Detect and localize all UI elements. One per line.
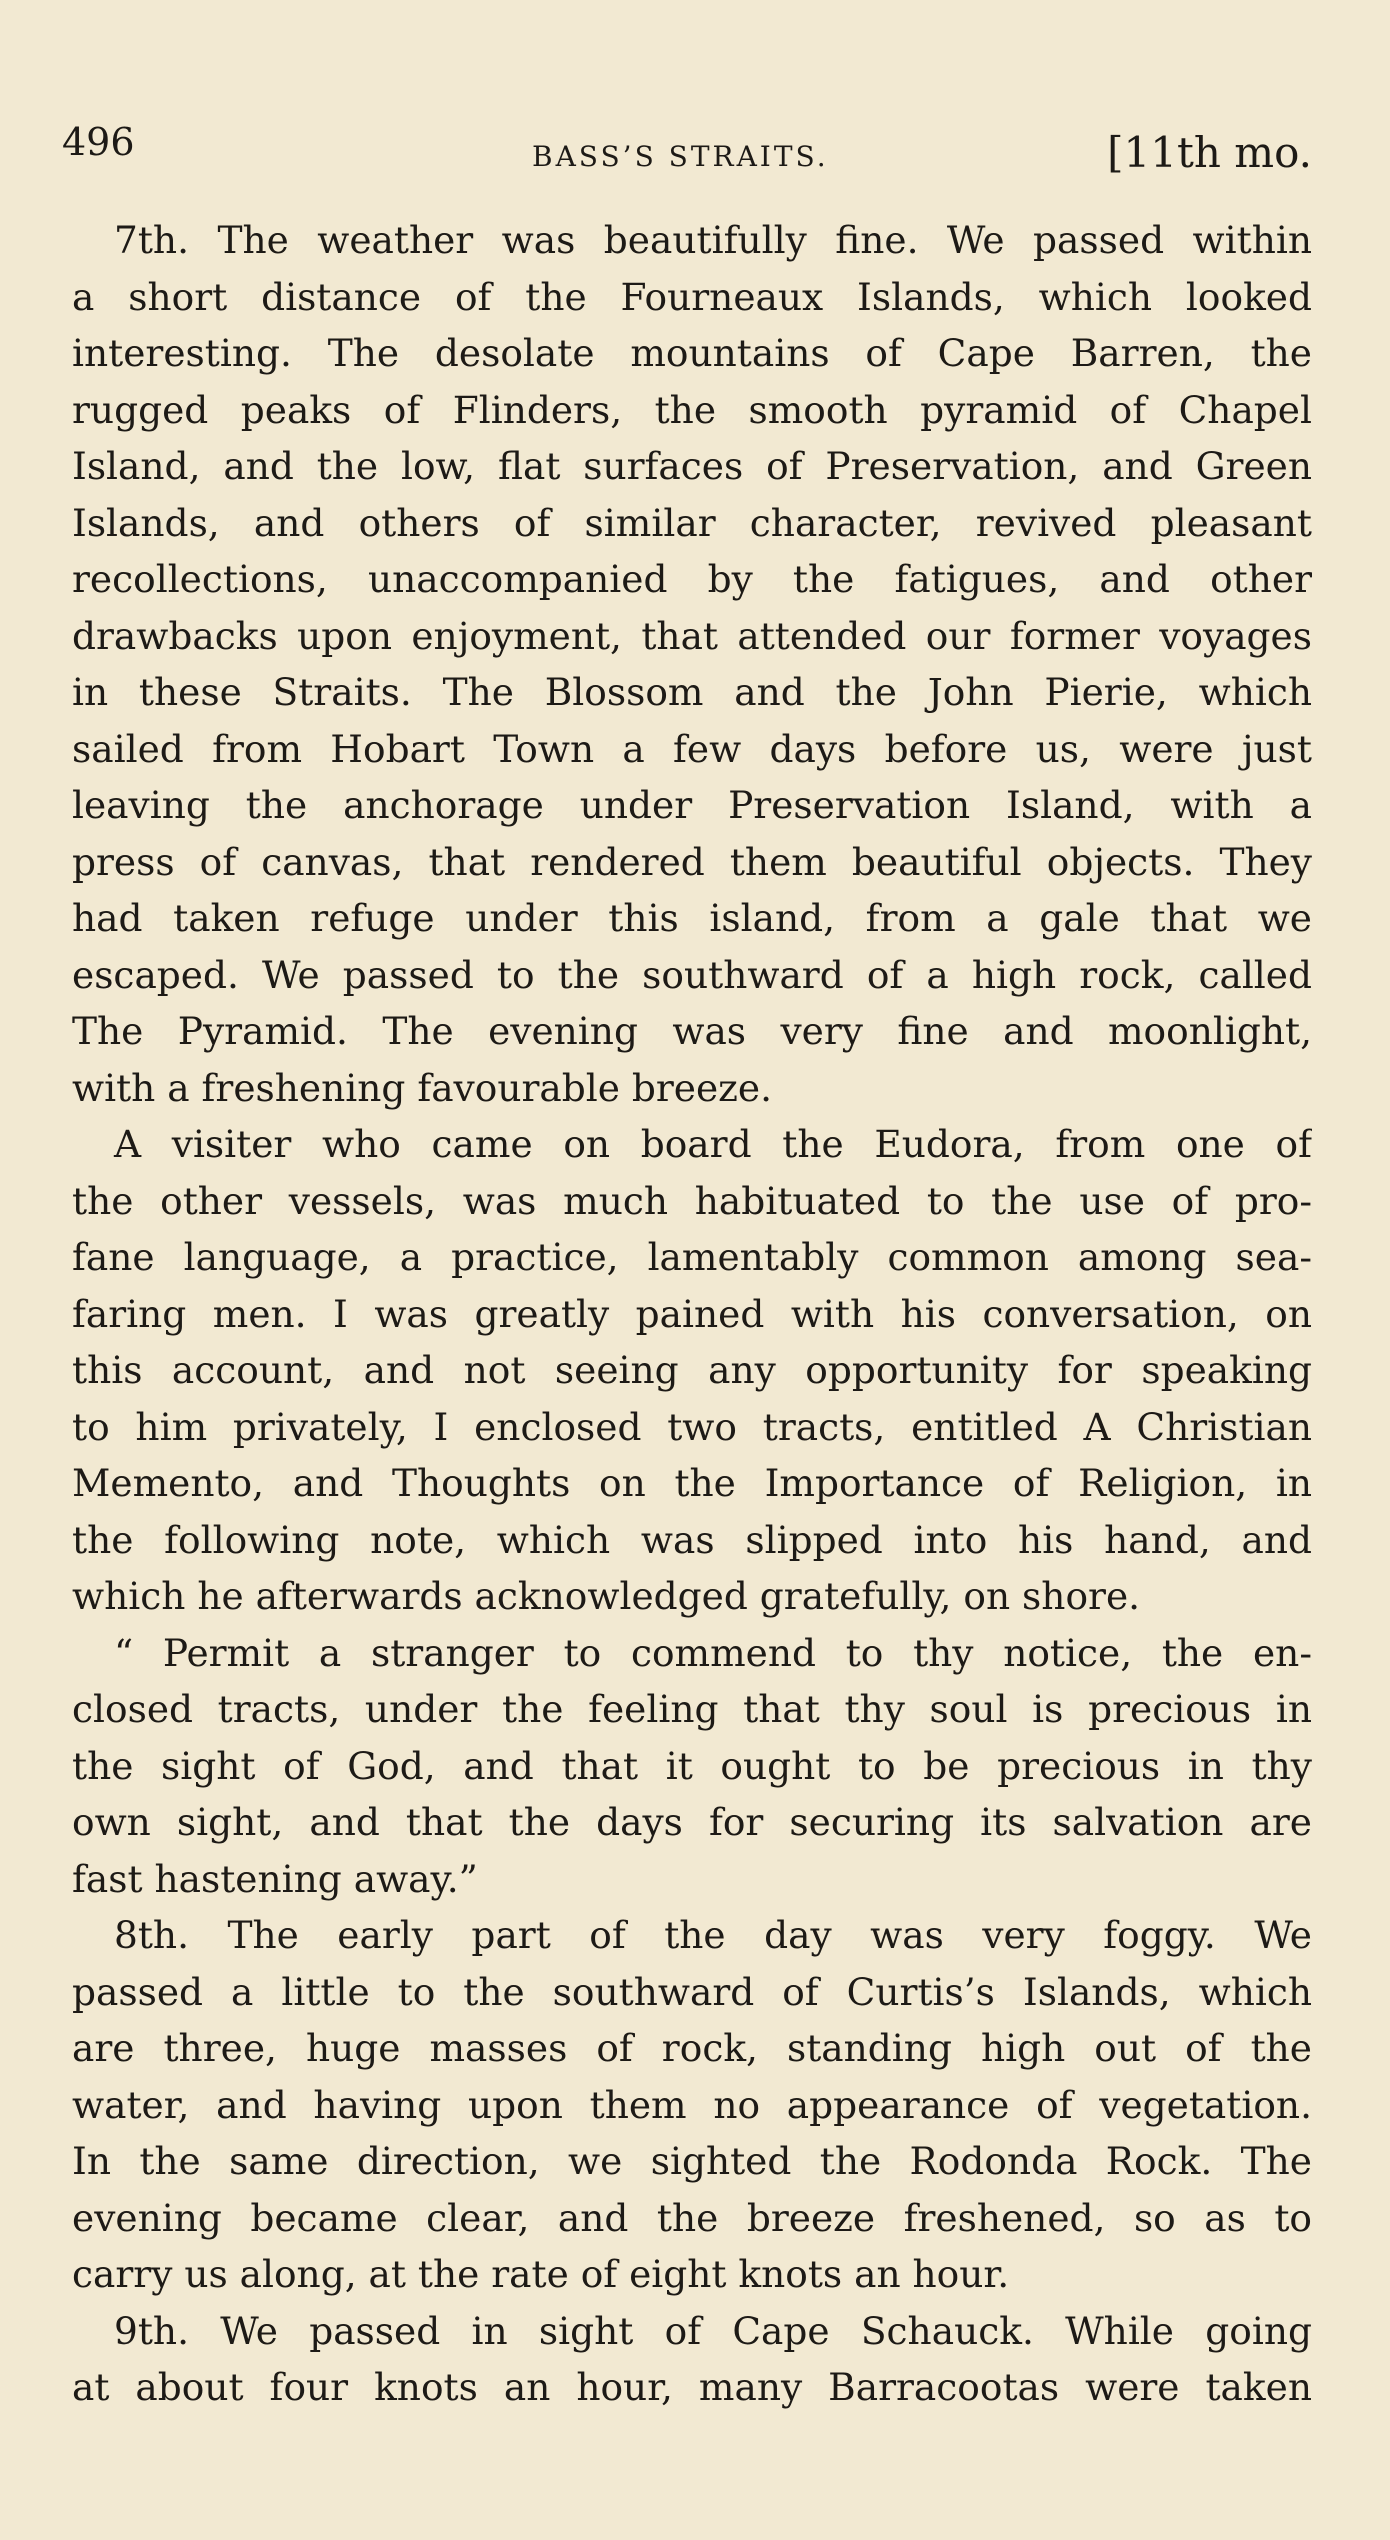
text-line: water, and having upon them no appearance of vegetation. [72,2082,1312,2127]
running-month: [11th mo. [1107,128,1312,177]
text-line: which he afterwards acknowledged gratefully, on shore. [72,1574,1141,1618]
text-line: evening became clear, and the breeze freshened, so as to [72,2195,1312,2240]
text-line: 8th. The early part of the day was very foggy. We [114,1913,1312,1957]
text-line: rugged peaks of Flinders, the smooth pyramid of Chapel [72,387,1312,432]
text-line: Island, and the low, flat surfaces of Preservation, and Green [72,444,1312,488]
text-line: the other vessels, was much habituated to the use of pro- [72,1178,1312,1223]
text-line: 7th. The weather was beautifully fine. We passed within [114,218,1312,262]
page-number: 496 [62,120,135,164]
text-line: drawbacks upon enjoyment, that attended our former voyages [72,613,1312,658]
text-line: the sight of God, and that it ought to be precious in thy [72,1743,1312,1788]
body-text [72,212,1312,2416]
text-line: In the same direction, we sighted the Rodonda Rock. The [72,2139,1312,2183]
text-line: own sight, and that the days for securing its salvation are [72,1800,1312,1844]
text-line: interesting. The desolate mountains of Cape Barren, the [72,331,1312,375]
text-line: this account, and not seeing any opportunity for speaking [72,1348,1312,1392]
text-line: at about four knots an hour, many Barracootas were taken [72,2365,1312,2409]
paragraph-9th [72,2303,1312,2416]
text-line: faring men. I was greatly pained with his conversation, on [72,1291,1312,1336]
text-line: passed a little to the southward of Curtis’s Islands, which [72,1969,1312,2014]
text-line: to him privately, I enclosed two tracts, entitled A Christian [72,1404,1312,1449]
running-head [62,120,1312,180]
paragraph-visiter [72,1116,1312,1625]
text-line: 9th. We passed in sight of Cape Schauck. While going [114,2308,1312,2353]
text-line: Memento, and Thoughts on the Importance of Religion, in [72,1461,1312,1505]
text-line: press of canvas, that rendered them beautiful objects. They [72,839,1312,884]
text-line: Islands, and others of similar character, revived pleasant [72,500,1312,545]
text-line: leaving the anchorage under Preservation Island, with a [72,783,1312,827]
text-line: carry us along, at the rate of eight knots an hour. [72,2252,1010,2296]
text-line: with a freshening favourable breeze. [72,1065,773,1110]
text-line: escaped. We passed to the southward of a high rock, called [72,952,1312,997]
text-line: A visiter who came on board the Eudora, from one of [114,1122,1312,1166]
paragraph-7th [72,212,1312,1116]
text-line: fast hastening away.” [72,1856,478,1901]
text-line: in these Straits. The Blossom and the John Pierie, which [72,670,1312,714]
text-line: a short distance of the Fourneaux Islands, which looked [72,274,1312,319]
text-line: the following note, which was slipped into his hand, and [72,1517,1312,1562]
text-line: had taken refuge under this island, from a gale that we [72,896,1312,940]
text-line: are three, huge masses of rock, standing high out of the [72,2026,1312,2070]
text-line: The Pyramid. The evening was very fine and moonlight, [72,1009,1312,1053]
running-title: BASS’S STRAITS. [532,140,829,173]
text-line: sailed from Hobart Town a few days before us, were just [72,726,1312,771]
paragraph-8th [72,1907,1312,2303]
paragraph-note [72,1625,1312,1908]
text-line: “ Permit a stranger to commend to thy notice, the en- [114,1630,1312,1675]
text-line: recollections, unaccompanied by the fatigues, and other [72,557,1312,601]
text-line: closed tracts, under the feeling that thy soul is precious in [72,1687,1312,1731]
text-line: fane language, a practice, lamentably common among sea- [72,1235,1312,1279]
